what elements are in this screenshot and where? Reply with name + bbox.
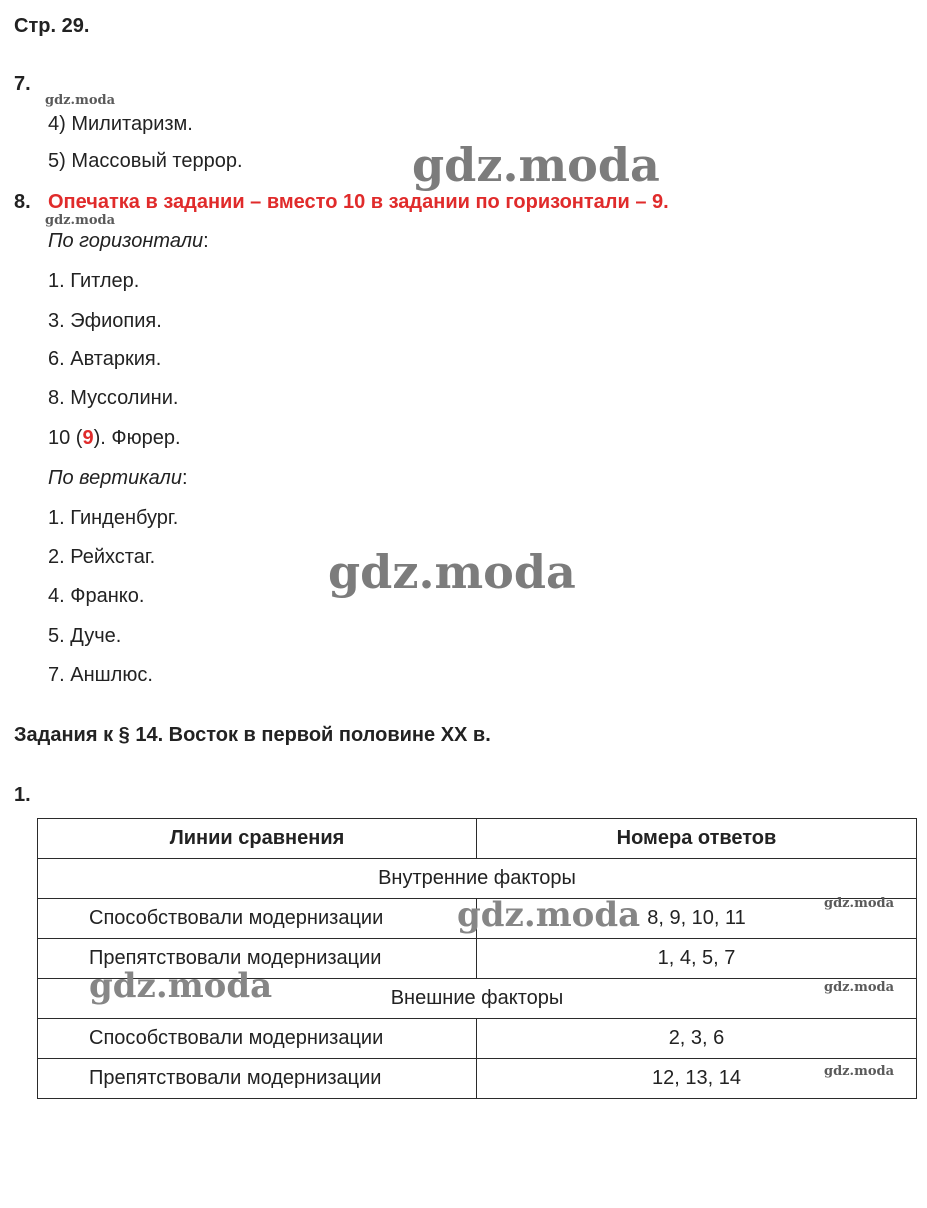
fuhrer-suffix: ). Фюрер. bbox=[93, 427, 181, 449]
watermark: gdz.moda bbox=[824, 980, 895, 995]
row-label: Способствовали модернизации bbox=[38, 1019, 477, 1059]
horizontal-answer: 1. Гитлер. bbox=[48, 270, 140, 292]
vertical-answer: 7. Аншлюс. bbox=[48, 664, 153, 686]
watermark: gdz.moda bbox=[45, 93, 116, 108]
vertical-answer: 4. Франко. bbox=[48, 585, 145, 607]
vertical-title-text: По вертикали bbox=[48, 467, 182, 489]
row-label: Способствовали модернизации bbox=[38, 899, 477, 939]
task-8-number: 8. bbox=[14, 191, 31, 213]
row-value: 2, 3, 6 bbox=[477, 1019, 917, 1059]
task-7-answer: 5) Массовый террор. bbox=[48, 150, 243, 172]
horizontal-answer: 3. Эфиопия. bbox=[48, 310, 162, 332]
table-row bbox=[38, 1019, 917, 1059]
table-row bbox=[38, 1059, 917, 1099]
watermark: gdz.moda bbox=[824, 896, 895, 911]
group-external: Внешние факторы bbox=[38, 979, 917, 1019]
fuhrer-prefix: 10 ( bbox=[48, 427, 83, 449]
watermark: gdz.moda bbox=[457, 895, 641, 935]
task-7-answer: 4) Милитаризм. bbox=[48, 113, 193, 135]
watermark: gdz.moda bbox=[328, 545, 576, 599]
group-internal: Внутренние факторы bbox=[38, 859, 917, 899]
row-value: 8, 9, 10, 11 bbox=[477, 899, 917, 939]
horizontal-answer-fuhrer bbox=[48, 426, 181, 450]
horizontal-title-text: По горизонтали bbox=[48, 230, 204, 252]
row-label: Препятствовали модернизации bbox=[38, 1059, 477, 1099]
watermark: gdz.moda bbox=[412, 138, 660, 192]
watermark: gdz.moda bbox=[45, 213, 116, 228]
corrected-number: 9 bbox=[82, 427, 94, 449]
horizontal-title: По горизонтали: bbox=[48, 230, 209, 252]
horizontal-answer: 8. Муссолини. bbox=[48, 387, 179, 409]
column-header: Номера ответов bbox=[477, 819, 917, 859]
task-8-typo-note: Опечатка в задании – вместо 10 в задании по горизонтали – 9. bbox=[48, 191, 669, 213]
task-7-number: 7. bbox=[14, 73, 31, 95]
row-value: 12, 13, 14 bbox=[477, 1059, 917, 1099]
column-header: Линии сравнения bbox=[38, 819, 477, 859]
watermark: gdz.moda bbox=[89, 966, 273, 1006]
table-group-row bbox=[38, 859, 917, 899]
horizontal-answer: 6. Автаркия. bbox=[48, 348, 162, 370]
row-value: 1, 4, 5, 7 bbox=[477, 939, 917, 979]
task-1-number: 1. bbox=[14, 784, 31, 806]
page-header: Стр. 29. bbox=[14, 15, 90, 37]
vertical-answer: 1. Гинденбург. bbox=[48, 507, 179, 529]
comparison-table bbox=[37, 818, 917, 1099]
table-header-row bbox=[38, 819, 917, 859]
vertical-answer: 5. Дуче. bbox=[48, 625, 122, 647]
vertical-answer: 2. Рейхстаг. bbox=[48, 546, 156, 568]
row-label: Препятствовали модернизации bbox=[38, 939, 477, 979]
section-title: Задания к § 14. Восток в первой половине XX в. bbox=[14, 724, 491, 746]
vertical-title: По вертикали: bbox=[48, 467, 188, 489]
watermark: gdz.moda bbox=[824, 1064, 895, 1079]
